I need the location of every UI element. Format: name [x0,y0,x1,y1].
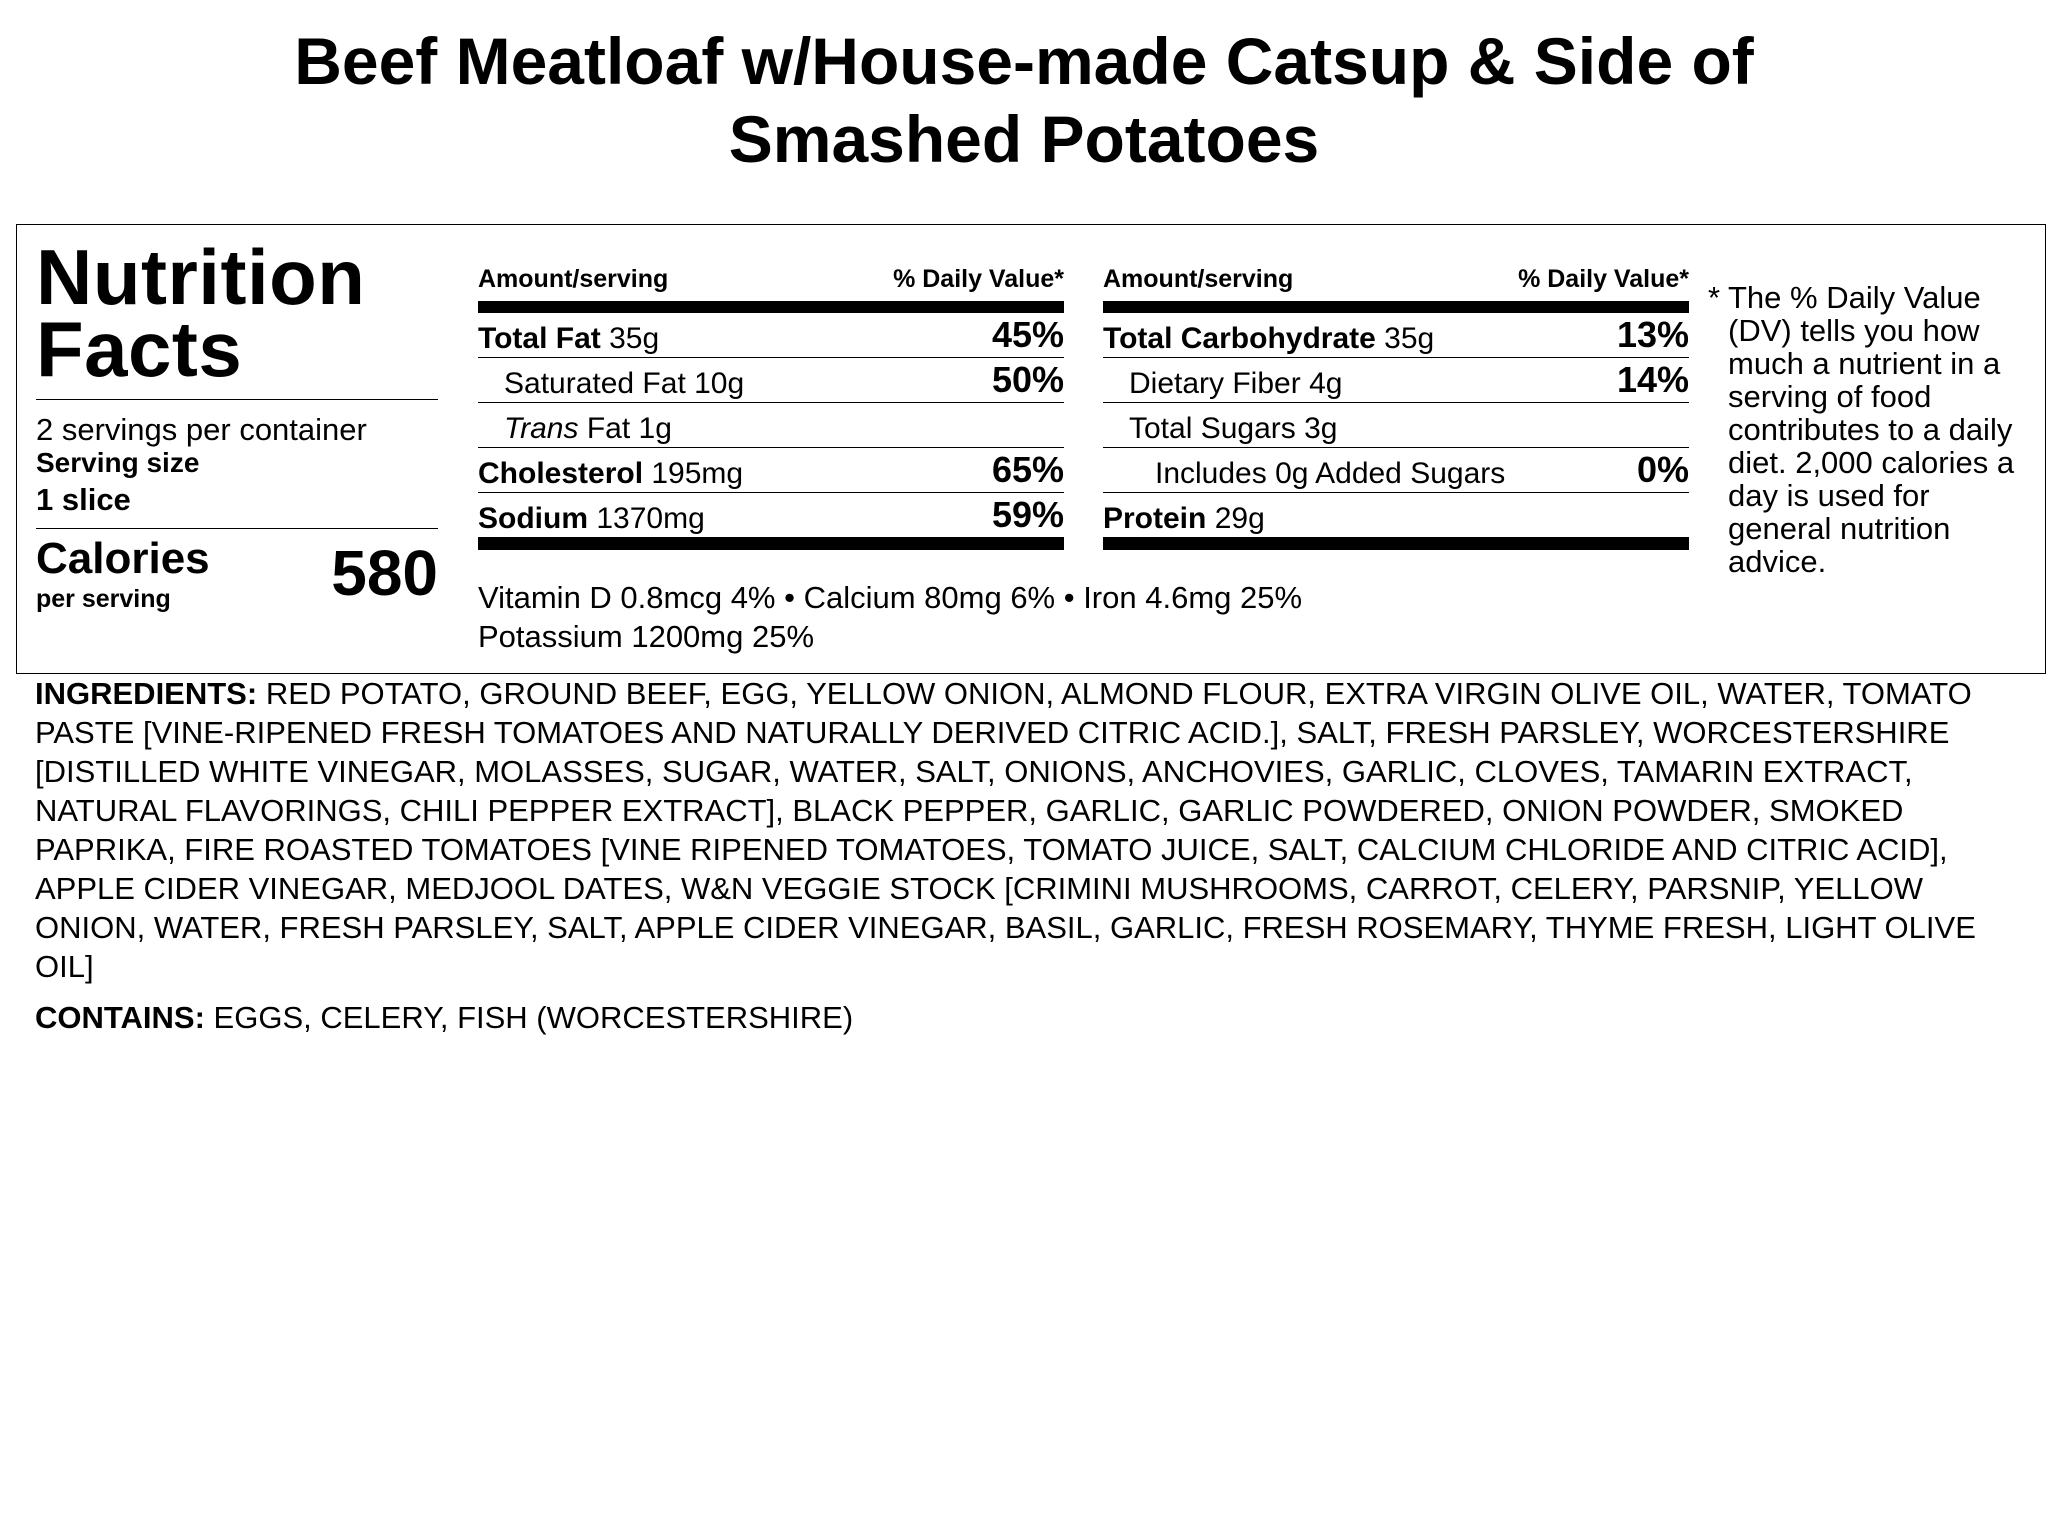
nutrient-percent: 45% [991,314,1064,355]
nutrient-label: Dietary Fiber [1129,367,1301,400]
serving-size-label: Serving size [36,447,200,478]
nutrient-row-added-sugars [1103,448,1689,493]
nutrient-percent: 0% [1636,449,1689,490]
contains-label: CONTAINS: [35,1000,205,1035]
footnote-text: The % Daily Value (DV) tells you how much a nutrient in a serving of food contributes to a daily diet. 2,000 calories a day is used for general nutrition advice. [1728,280,2015,579]
calories-row [36,533,438,615]
nutrient-row-protein [1103,493,1689,538]
nutrient-label: Saturated Fat [504,367,686,400]
nutrient-label-italic: Trans [504,412,579,445]
daily-value-footnote [1708,281,2038,578]
nutrient-row-cholesterol [478,448,1064,493]
ingredients-section [35,674,2030,1037]
nutrient-amount: 1370mg [596,502,705,535]
nutrient-label: Cholesterol [478,457,644,490]
heading-line-2: Facts [36,305,243,393]
nutrition-facts-heading [36,233,438,393]
nutrient-label: Fat [586,412,631,445]
daily-value-header: % Daily Value* [893,265,1064,293]
nutrient-row-trans-fat [478,403,1064,448]
nutrient-amount: 10g [694,367,745,400]
ingredients-label: INGREDIENTS: [35,676,258,711]
nutrient-amount: 35g [1384,322,1435,355]
product-title-line-2: Smashed Potatoes [728,102,1320,176]
daily-value-header: % Daily Value* [1518,265,1689,293]
nutrient-percent: 65% [991,449,1064,490]
contains-text: EGGS, CELERY, FISH (WORCESTERSHIRE) [213,1000,854,1035]
calories-label: Calories [36,534,210,583]
nutrient-row-total-carbohydrate [1103,313,1689,358]
ingredients-paragraph [35,674,2030,986]
nutrient-row-saturated-fat [478,358,1064,403]
calories-value: 580 [331,537,438,609]
vitamins-minerals [478,578,1378,656]
table-header [1103,265,1689,301]
nutrient-amount: 195mg [651,457,744,490]
nutrient-label: Includes 0g Added Sugars [1155,457,1506,490]
nutrient-label: Sodium [478,502,588,535]
nutrient-row-total-sugars [1103,403,1689,448]
divider [36,528,438,529]
nutrient-label: Protein [1103,502,1207,535]
serving-size-value: 1 slice [36,482,131,517]
per-serving-label: per serving [36,585,171,613]
nutrient-label: Total Fat [478,322,601,355]
nutrient-percent: 14% [1616,359,1689,400]
vitamins-line-1: Vitamin D 0.8mcg 4% • Calcium 80mg 6% • Iron 4.6mg 25% [478,580,1303,615]
product-title [0,22,2048,178]
thick-rule [1103,538,1689,550]
vitamins-line-2: Potassium 1200mg 25% [478,619,815,654]
nutrient-label: Total Carbohydrate [1103,322,1376,355]
nutrient-label: Total Sugars [1129,412,1296,445]
nutrient-table-right [1103,265,1689,550]
nutrient-amount: 4g [1309,367,1343,400]
ingredients-text: RED POTATO, GROUND BEEF, EGG, YELLOW ONION, ALMOND FLOUR, EXTRA VIRGIN OLIVE OIL, WATER, TOMATO PASTE [VINE-RIPENED FRESH TOMATOES AND NATURALLY DERIVED CITRIC ACID.], SALT, FRESH PARSLEY, WORCESTERSHIRE [DISTILLED WHITE VINEGAR, MOLASSES, SUGAR, WATER, SALT, ONIONS, ANCHOVIES, GARLIC, CLOVES, TAMARIN EXTRACT, NATURAL FLAVORINGS, CHILI PEPPER EXTRACT], BLACK PEPPER, GARLIC, GARLIC POWDERED, ONION POWDER, SMOKED PAPRIKA, FIRE ROASTED TOMATOES [VINE RIPENED TOMATOES, TOMATO JUICE, SALT, CALCIUM CHLORIDE AND CITRIC ACID], APPLE CIDER VINEGAR, MEDJOOL DATES, W&N VEGGIE STOCK [CRIMINI MUSHROOMS, CARROT, CELERY, PARSNIP, YELLOW ONION, WATER, FRESH PARSLEY, SALT, APPLE CIDER VINEGAR, BASIL, GARLIC, FRESH ROSEMARY, THYME FRESH, LIGHT OLIVE OIL] [35,676,1976,984]
table-header [478,265,1064,301]
nutrient-amount: 35g [609,322,660,355]
nutrient-table-left [478,265,1064,550]
nutrient-percent: 59% [991,494,1064,535]
nutrient-row-total-fat [478,313,1064,358]
servings-per-container: 2 servings per container [36,412,367,447]
nutrient-amount: 3g [1304,412,1338,445]
nutrition-facts-panel [16,224,2046,674]
nutrient-row-dietary-fiber [1103,358,1689,403]
nutrient-percent: 13% [1616,314,1689,355]
nutrition-summary [36,233,438,615]
allergens-paragraph [35,998,2030,1037]
thick-rule [478,301,1064,313]
amount-serving-header: Amount/serving [1103,265,1294,293]
amount-serving-header: Amount/serving [478,265,669,293]
product-title-line-1: Beef Meatloaf w/House-made Catsup & Side of [294,24,1754,98]
nutrient-amount: 29g [1214,502,1265,535]
nutrient-percent: 50% [991,359,1064,400]
footnote-asterisk: * [1708,280,1721,315]
divider [36,399,438,400]
thick-rule [478,538,1064,550]
nutrient-row-sodium [478,493,1064,538]
thick-rule [1103,301,1689,313]
heading-line-1: Nutrition [36,233,366,321]
nutrient-amount: 1g [638,412,672,445]
